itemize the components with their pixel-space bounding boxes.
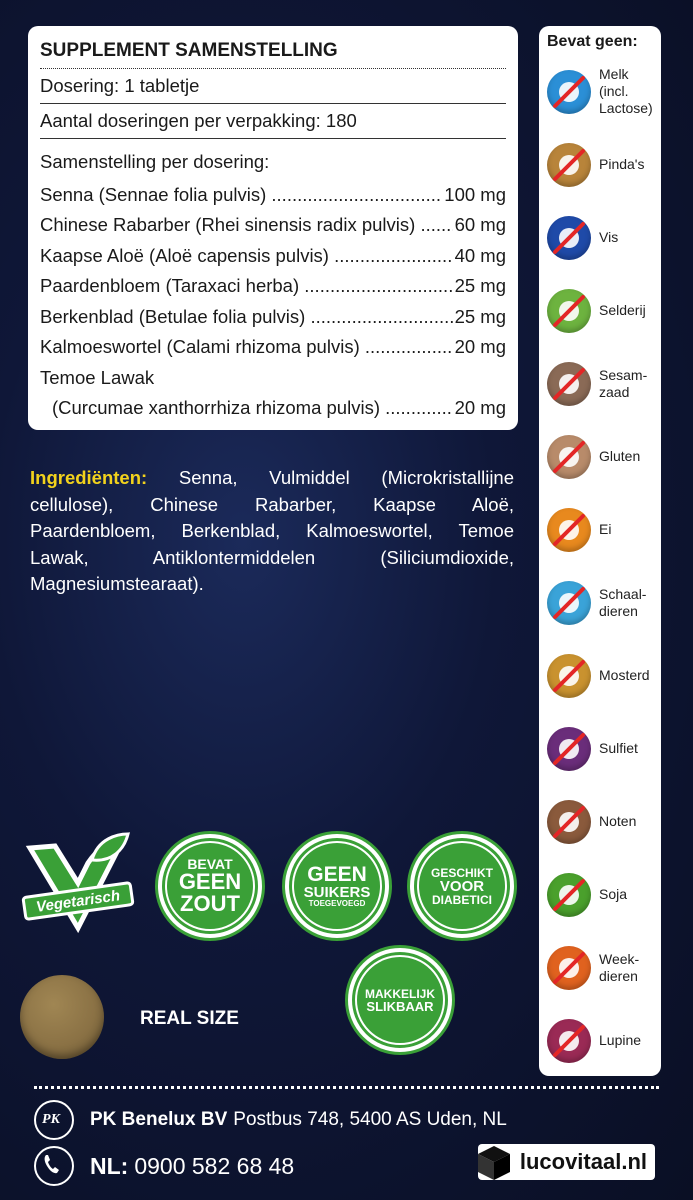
badge-line: GEEN [307, 863, 367, 886]
brand-cube-icon [474, 1142, 514, 1182]
allergen-label: Selderij [599, 302, 646, 318]
ingredient-name: Chinese Rabarber (Rhei sinensis radix pulvis) ..... [40, 210, 453, 241]
ingredient-name: Kalmoeswortel (Calami rhizoma pulvis) ..... [40, 332, 453, 363]
ingredients-list: Senna, Vulmiddel (Microkristallijne cellulose), Chinese Rabarber, Kaapse Aloë, Paardenbloem, Berkenblad, Kalmoeswortel, Temoe Lawak, Antiklontermiddelen (Siliciumdioxide, Magnesiumstearaat). [30, 467, 515, 594]
lupin-icon [547, 1019, 591, 1063]
allergen-item [547, 274, 655, 347]
diabetic-badge [410, 834, 514, 938]
composition-line [40, 241, 506, 272]
wheat-icon [547, 435, 591, 479]
allergen-label: Week-dieren [599, 950, 640, 984]
allergen-list [547, 55, 655, 1077]
nut-icon [547, 800, 591, 844]
allergen-item [547, 566, 655, 639]
badge-line: DIABETICI [432, 892, 492, 907]
badge-line: GESCHIKT [430, 865, 493, 880]
allergen-label: Sulfiet [599, 740, 638, 756]
easy-swallow-badge [348, 948, 452, 1052]
pk-logo-icon [34, 1100, 74, 1140]
ingredient-name: Senna (Sennae folia pulvis) ..... [40, 180, 442, 211]
badge-line: SLIKBAAR [366, 998, 434, 1014]
badge-line: VOOR [439, 877, 485, 895]
mustard-icon [547, 654, 591, 698]
no-salt-badge [158, 834, 262, 938]
phone-line [34, 1146, 294, 1186]
composition-line [40, 271, 506, 302]
table-title: SUPPLEMENT SAMENSTELLING [40, 36, 506, 69]
servings-row: Aantal doseringen per verpakking: 180 [40, 104, 506, 139]
badge-line: MAKKELIJK [364, 986, 435, 1001]
milk-bottle-icon [547, 70, 591, 114]
soy-icon [547, 873, 591, 917]
ingredient-name: Paardenbloem (Taraxaci herba) ..... [40, 271, 453, 302]
composition-header: Samenstelling per dosering: [40, 151, 270, 172]
sulfite-icon [547, 727, 591, 771]
ingredients-label: Ingrediënten: [30, 467, 148, 488]
phone-icon [34, 1146, 74, 1186]
ingredient-amount: 25 mg [454, 275, 506, 296]
vegetarian-badge [20, 828, 136, 938]
mollusc-icon [547, 946, 591, 990]
sesame-icon [547, 362, 591, 406]
brand-name: lucovitaal.nl [519, 1149, 647, 1174]
ingredients-text [30, 465, 514, 598]
composition-line-name: Temoe Lawak [40, 366, 155, 388]
ingredient-name: Berkenblad (Betulae folia pulvis) ..... [40, 302, 453, 333]
allergen-label: Ei [599, 521, 612, 537]
dosage-row: Dosering: 1 tabletje [40, 69, 506, 104]
company-name: PK Benelux BV [90, 1109, 228, 1130]
svg-text:PK: PK [42, 1112, 60, 1127]
badge-line: GEEN [178, 869, 242, 894]
allergen-label: Lupine [599, 1032, 642, 1048]
allergen-item [547, 639, 655, 712]
allergen-item [547, 347, 655, 420]
allergen-label: Noten [599, 813, 637, 829]
badge-line: TOEGEVOEGD [308, 899, 366, 908]
celery-icon [547, 289, 591, 333]
phone-label: NL: [90, 1152, 129, 1179]
phone-number: 0900 582 68 48 [134, 1152, 295, 1179]
allergen-panel [539, 26, 661, 1076]
allergen-item [547, 420, 655, 493]
allergen-label: Schaal-dieren [599, 585, 647, 619]
badge-line: ZOUT [180, 891, 240, 916]
ingredient-amount: 20 mg [454, 336, 506, 357]
allergen-label: Pinda's [599, 156, 645, 172]
allergen-item [547, 931, 655, 1004]
shell-icon [547, 581, 591, 625]
allergen-label: Mosterd [599, 667, 650, 683]
company-address: Postbus 748, 5400 AS Uden, NL [233, 1109, 507, 1130]
ingredient-amount: 100 mg [444, 183, 506, 205]
composition-line [40, 332, 506, 363]
allergen-item [547, 493, 655, 566]
allergen-label: Melk (incl. Lactose) [599, 66, 653, 116]
composition-line [40, 302, 506, 333]
composition-line [40, 393, 506, 424]
badge-line: BEVAT [187, 856, 233, 872]
brand-logo [478, 1144, 655, 1180]
ingredient-amount: 60 mg [454, 214, 506, 235]
allergen-label: Soja [599, 886, 628, 902]
allergen-item [547, 1004, 655, 1077]
allergen-header: Bevat geen: [547, 33, 638, 50]
composition-line [40, 210, 506, 241]
allergen-item [547, 858, 655, 931]
composition-line [40, 180, 506, 211]
supplement-facts-table [28, 26, 518, 430]
allergen-label: Gluten [599, 448, 641, 464]
ingredient-amount: 40 mg [454, 244, 506, 266]
allergen-item [547, 785, 655, 858]
allergen-label: Sesam-zaad [599, 366, 648, 400]
ingredient-name: (Curcumae xanthorrhiza rhizoma pulvis) ..... [52, 393, 453, 424]
allergen-item [547, 712, 655, 785]
no-sugar-badge [285, 834, 389, 938]
allergen-item [547, 128, 655, 201]
egg-icon [547, 508, 591, 552]
peanut-icon [547, 143, 591, 187]
company-line [34, 1100, 507, 1140]
fish-icon [547, 216, 591, 260]
allergen-label: Vis [599, 229, 619, 245]
ingredient-amount: 25 mg [454, 305, 506, 327]
footer-divider [34, 1086, 659, 1089]
ingredient-name: Kaapse Aloë (Aloë capensis pulvis) ..... [40, 241, 453, 272]
allergen-item [547, 55, 655, 128]
vegetarian-label: Vegetarisch [35, 887, 122, 916]
badge-line: SUIKERS [303, 884, 371, 901]
real-size-label: REAL SIZE [140, 1008, 239, 1029]
tablet-image [20, 975, 104, 1059]
ingredient-amount: 20 mg [454, 397, 506, 418]
allergen-item [547, 201, 655, 274]
